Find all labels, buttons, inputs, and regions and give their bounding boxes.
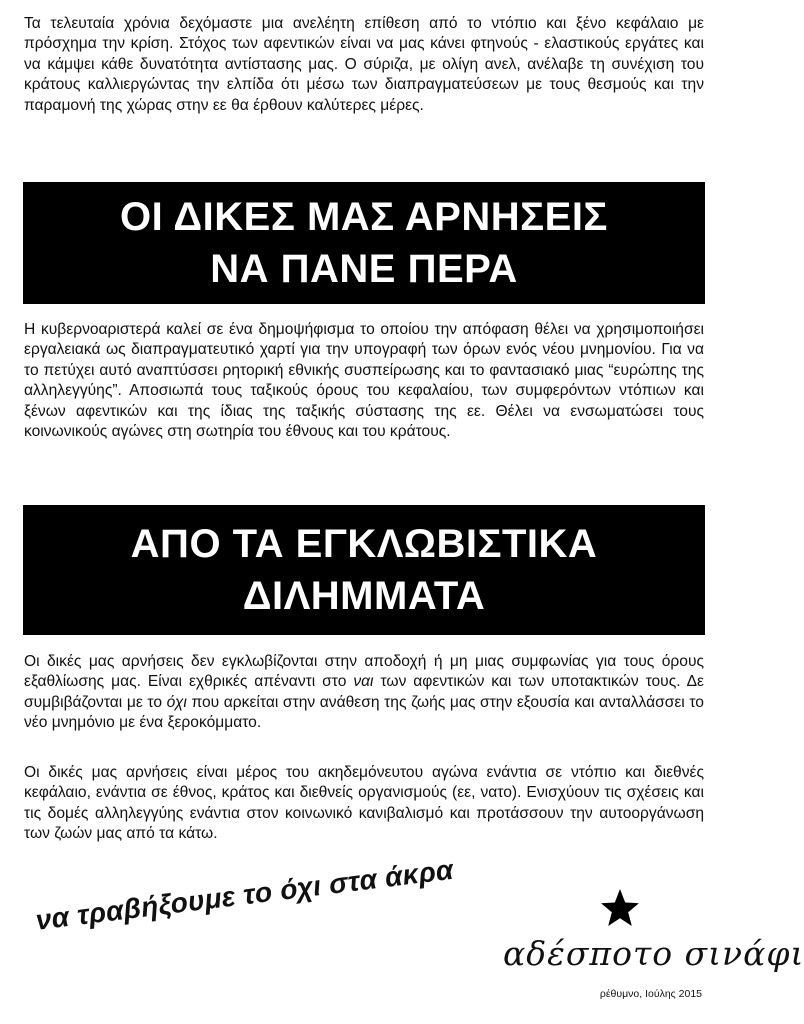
- headline-1-line-1: ΟΙ ΔΙΚΕΣ ΜΑΣ ΑΡΝΗΣΕΙΣ: [120, 195, 608, 239]
- slogan: να τραβήξουμε το όχι στα άκρα: [34, 853, 456, 936]
- p3-text-e: που αρκείται στην ανάθεση της ζωής μας στην εξουσία και ανταλλάσσει το νέο μνημόνιο με ένα ξεροκόμματο.: [24, 693, 704, 732]
- p3-text-c: των αφεντικών και των υποτακτικών τους. Δε συμβιβάζονται με το: [24, 673, 704, 711]
- intro-paragraph: Τα τελευταία χρόνια δεχόμαστε μια ανελέητη επίθεση από το ντόπιο και ξένο κεφάλαιο με πρόσχημα την κρίση. Στόχος των αφεντικών είναι να μας κάνει φτηνούς - ελαστικούς εργάτες και να κάμψει κάθε δυνατότητα αντίστασης μας. Ο σύριζα, με ολίγη ανελ, ανέλαβε τη συνέχιση του κράτους καλλιεργώντας την ελπίδα ότι μέσω των διαπραγματεύσεων με τους θεσμούς και την παραμονή της χώρας στην εε θα έρθουν καλύτερες μέρες.: [24, 15, 704, 114]
- headline-banner-2: [23, 505, 705, 635]
- headline-1-line-2: ΝΑ ΠΑΝΕ ΠΕΡΑ: [210, 247, 518, 291]
- headline-2-line-2: ΔΙΛΗΜΜΑΤΑ: [242, 574, 486, 618]
- refusals-paragraph: [24, 652, 704, 734]
- star-icon: [600, 888, 640, 928]
- struggle-paragraph: Οι δικές μας αρνήσεις είναι μέρος του ακηδεμόνευτου αγώνα ενάντια σε ντόπιο και διεθνές κεφάλαιο, ενάντια σε έθνος, κράτος και διεθνείς οργανισμούς (εε, νατο). Ενισχύουν τις σχέσεις και τις δομές αλληλεγγύης ενάντια στον κοινωνικό κανιβαλισμό και προτάσσουν την αυτοοργάνωση των ζωών μας από τα κάτω.: [24, 764, 704, 843]
- referendum-paragraph: Η κυβερνοαριστερά καλεί σε ένα δημοψήφισμα το οποίου την απόφαση θέλει να χρησιμοποιήσει εργαλειακά ως διαπραγματευτικό χαρτί για την υπογραφή των όρων ενός νέου μνημονίου. Για να το πετύχει αυτό αναπτύσσει ρητορική εθνικής συσπείρωσης και το φαντασιακό μιας “ευρώπης της αλληλεγγύης”. Αποσιωπά τους ταξικούς όρους του κεφαλαίου, των συμφερόντων ντόπιων και ξένων αφεντικών και της ίδιας της ταξικής σύστασης της εε. Θέλει να ενσωματώσει τους κοινωνικούς αγώνες στη σωτηρία του έθνους και του κράτους.: [24, 321, 704, 441]
- headline-2-line-1: ΑΠΟ ΤΑ ΕΓΚΛΩΒΙΣΤΙΚΑ: [130, 522, 598, 566]
- place-date-footer: ρέθυμνο, Ιούλης 2015: [599, 988, 702, 1000]
- headline-banner-1: [23, 182, 705, 304]
- p3-emphasis-no: όχι: [166, 693, 187, 711]
- group-signature: αδέσποτο σινάφι: [503, 934, 804, 973]
- p3-emphasis-yes: ναι: [353, 673, 374, 691]
- p3-text-a: Οι δικές μας αρνήσεις δεν εγκλωβίζονται στην αποδοχή ή μη μιας συμφωνίας για τους όρους εξαθλίωσης μας. Είναι εχθρικές απέναντι στο: [24, 653, 704, 691]
